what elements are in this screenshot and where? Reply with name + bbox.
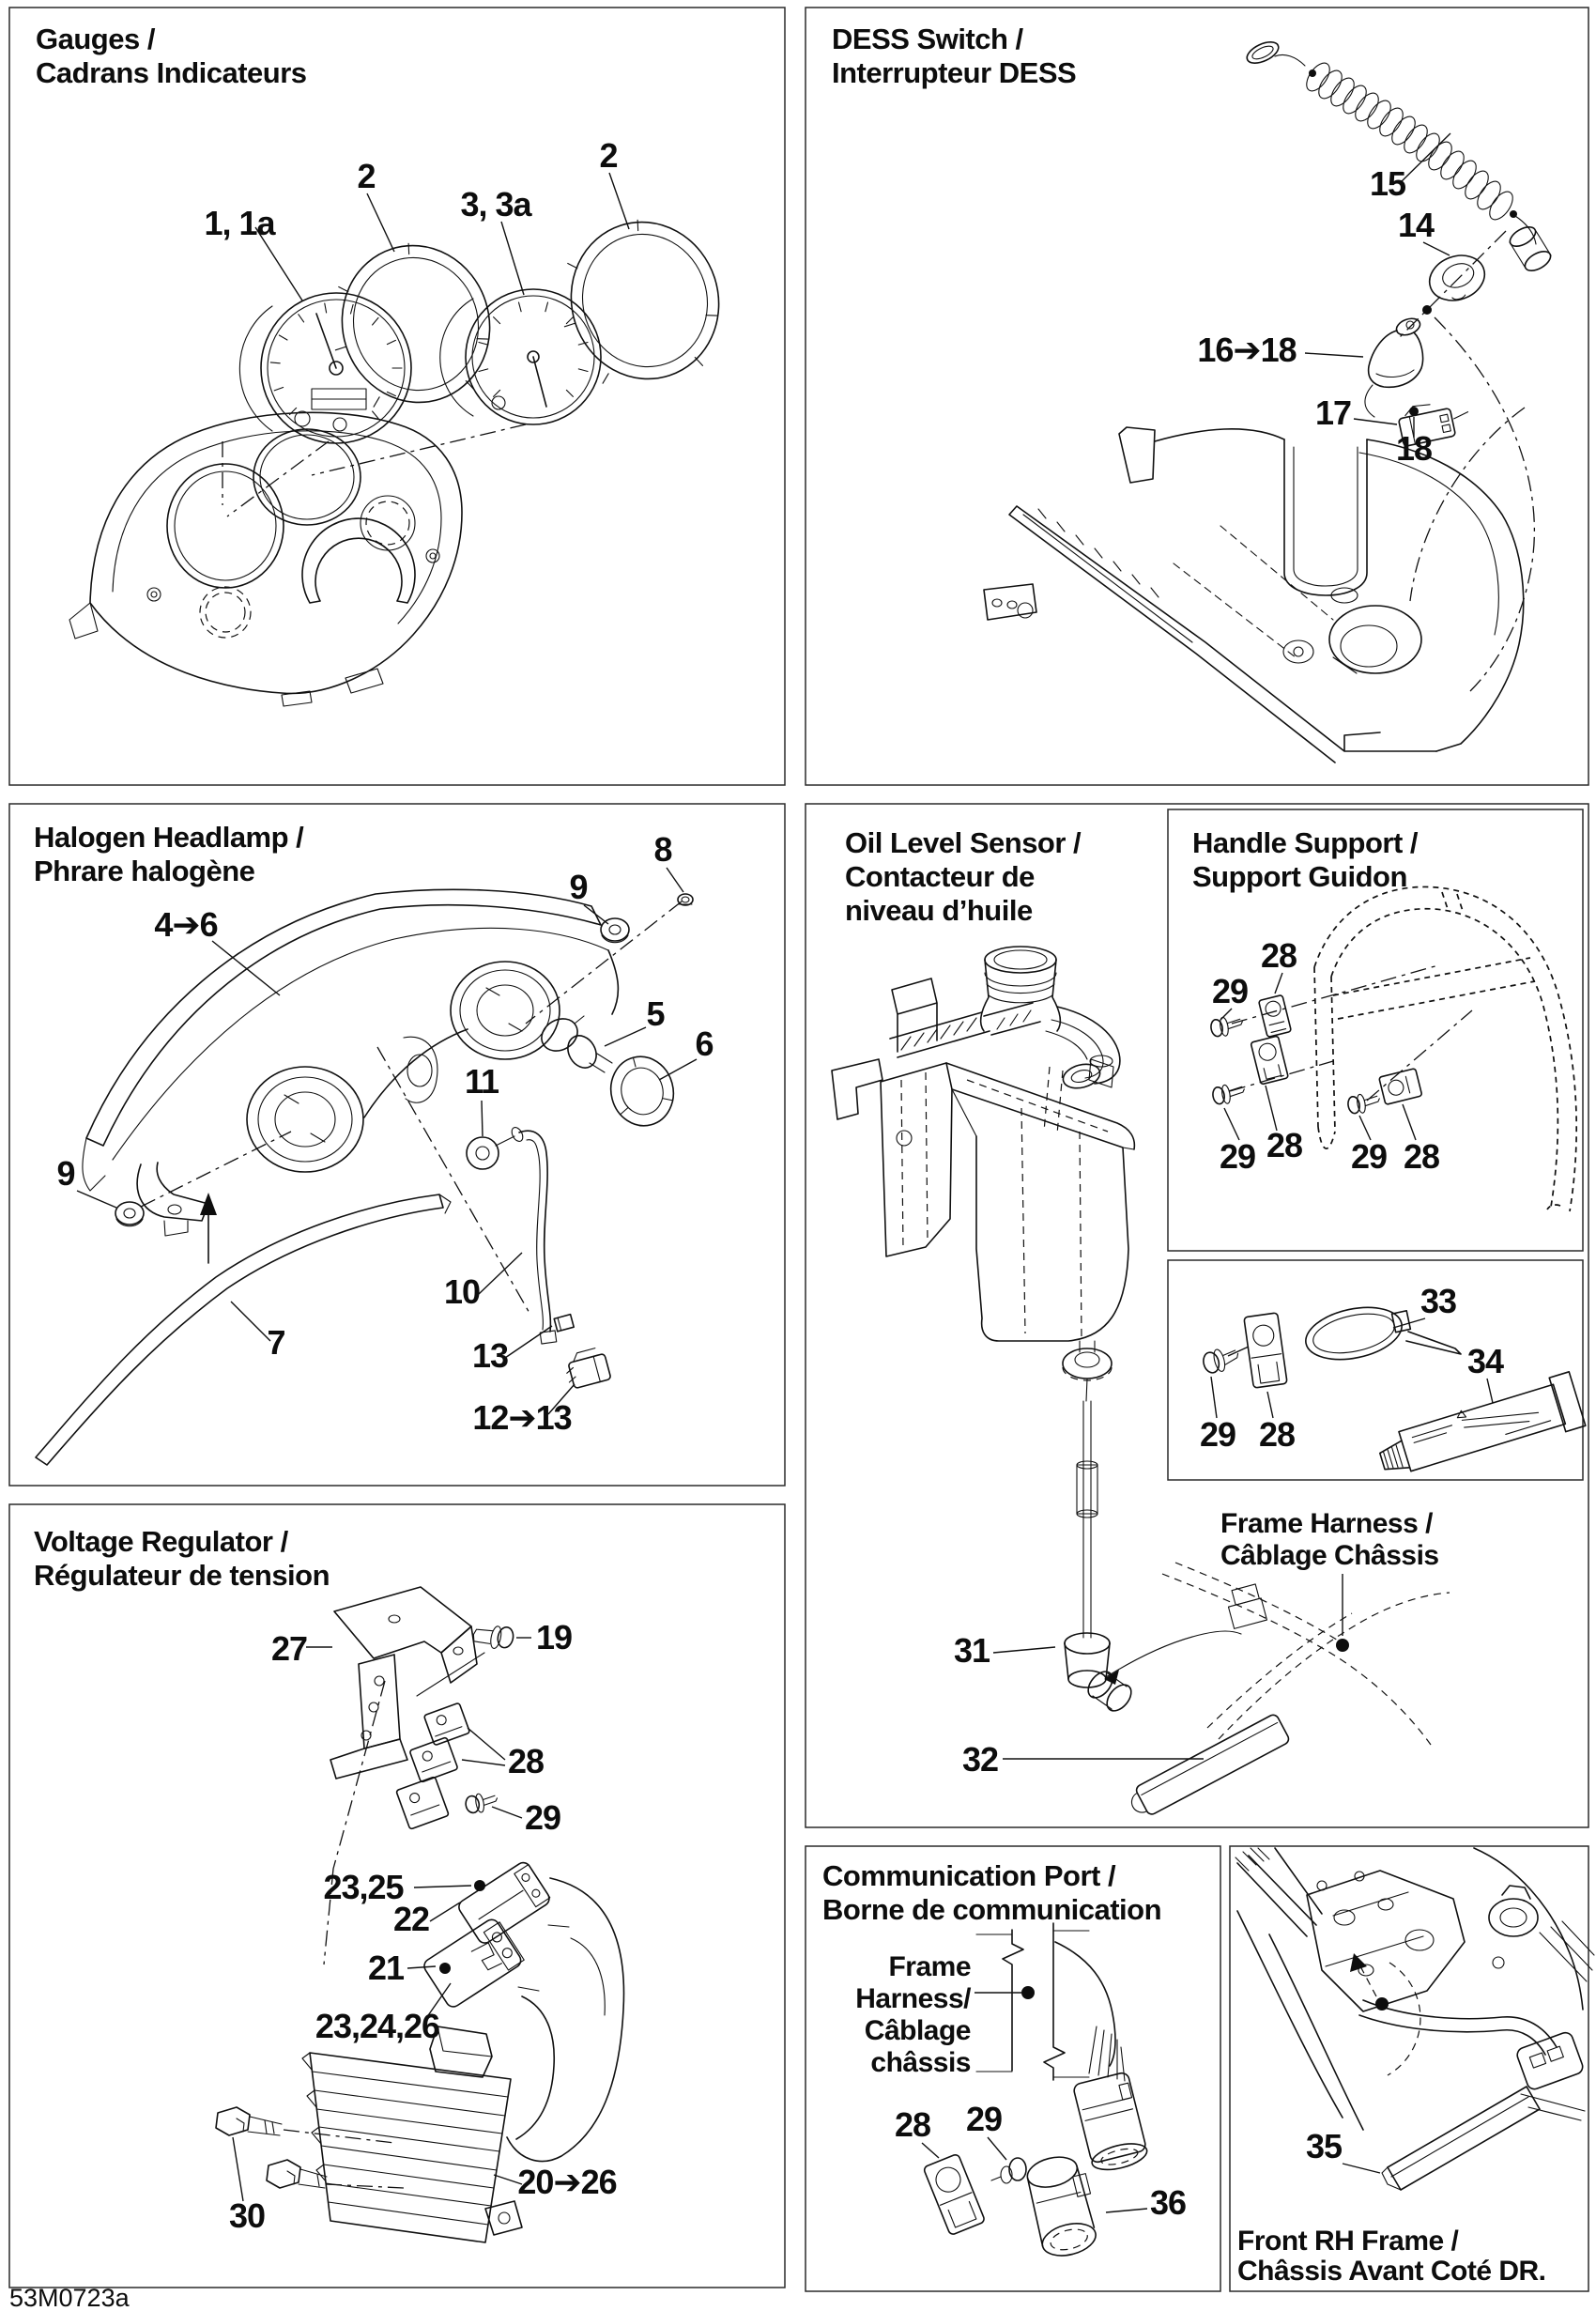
panel-frame-title-en: Front RH Frame / [1237,2226,1459,2257]
headlamp-assembly-drawing [83,889,682,1315]
callout-29c: 29 [1350,1137,1388,1176]
trim-strip-drawing [1382,2087,1540,2190]
panel-dess-title-en: DESS Switch / [832,23,1023,55]
panel-dess-switch [806,8,1588,785]
callout-32: 32 [961,1740,999,1779]
comm-clip-drawing [923,2153,985,2235]
sensor-cable-drawing [1104,1631,1241,1685]
callout-21: 21 [367,1949,405,1987]
panel-headlamp-title-en: Halogen Headlamp / [34,821,304,854]
callout-18: 18 [1395,429,1433,468]
callout-12-13: 12➔13 [472,1398,572,1437]
grommet-lower-drawing [115,1202,144,1226]
callout-29a: 29 [1211,972,1249,1010]
callout-6: 6 [695,1025,714,1063]
bolt-19-drawing [471,1621,514,1652]
callout-34: 34 [1466,1342,1504,1380]
callout-3-3a: 3, 3a [460,185,531,223]
panel-gauges-border [9,8,785,785]
windshield-trim-drawing [36,1194,451,1465]
callout-33: 33 [1420,1282,1457,1320]
handle-screw2-drawing [1211,1082,1246,1106]
panel-headlamp [9,804,785,1486]
regulator-clip3-drawing [396,1777,449,1829]
hose-clip-drawing [554,1315,574,1332]
oil-level-sensor-drawing [1065,1401,1136,1716]
hose-connector-drawing [562,1347,611,1390]
panel-dess-title-fr: Interrupteur DESS [832,56,1077,89]
panel-comm-title-en: Communication Port / [822,1859,1116,1892]
regulator-connector-lower-drawing [422,1916,539,2010]
comm-frame-harness-line4: châssis [870,2047,971,2078]
callout-29e: 29 [524,1798,561,1837]
callout-19: 19 [535,1618,573,1656]
callout-28a: 28 [1260,936,1297,975]
up-arrow-icon [200,1193,217,1263]
regulator-wire-loop-drawing [507,1878,623,2162]
callout-14: 14 [1397,206,1435,244]
oil-tank-drawing [832,947,1134,1341]
gauge-console-drawing [69,412,526,706]
retaining-ring-drawing [604,1050,682,1133]
callout-9a: 9 [569,868,588,906]
callout-35: 35 [1305,2127,1343,2165]
comm-frame-harness-line2: Harness/ [855,1983,971,2014]
panel-oil-title-fr2: niveau d’huile [845,894,1033,927]
panel-headlamp-border [9,804,785,1486]
callout-23-25: 23,25 [323,1868,404,1906]
handle-screw1-drawing [1209,1014,1244,1039]
oil-frame-harness-label-en: Frame Harness / [1220,1508,1433,1539]
callout-22: 22 [392,1900,430,1938]
callout-29b: 29 [1219,1137,1256,1176]
callout-8: 8 [653,830,672,869]
panel-regulator-title-fr: Régulateur de tension [34,1559,330,1592]
panel-handle-support [1168,809,1583,1251]
panel-gauges [9,8,785,785]
frame-harness-drawing [1162,1563,1450,1745]
callout-29f: 29 [965,2100,1003,2138]
panel-comm-title-fr: Borne de communication [822,1893,1162,1926]
callout-1-1a: 1, 1a [204,204,275,242]
dess-switch-drawing [1365,316,1423,417]
hardware-screw-drawing [1201,1345,1241,1376]
regulator-connector-upper-drawing [456,1860,569,1947]
oil-frame-harness-label-fr: Câblage Châssis [1220,1540,1439,1571]
frame-structure-drawing [1235,1848,1594,2130]
callout-5: 5 [646,994,665,1033]
callout-9b: 9 [56,1154,75,1193]
bolt-30a-drawing [216,2107,282,2135]
callout-36: 36 [1149,2183,1187,2222]
breather-hose-drawing [519,1131,557,1344]
panel-oil-sensor [806,804,1588,1827]
panel-handle-title-en: Handle Support / [1192,826,1418,859]
callout-29d: 29 [1199,1415,1236,1454]
sealant-tube-drawing [1373,1372,1586,1486]
callout-28b: 28 [1266,1126,1303,1164]
callout-28c: 28 [1403,1137,1440,1176]
handle-clip2-drawing [1251,1036,1288,1085]
dess-cap-drawing [1423,248,1491,308]
bolt-30b-drawing [267,2160,327,2188]
callout-4-6: 4➔6 [154,905,218,944]
callout-2a: 2 [357,157,376,195]
panel-voltage-regulator [9,1504,785,2288]
hood-console-drawing [984,408,1525,763]
panel-oil-title-en: Oil Level Sensor / [845,826,1082,859]
vent-grommet-drawing [467,1126,525,1169]
callout-20-26: 20➔26 [517,2163,617,2201]
panel-front-rh-frame [1230,1846,1594,2291]
callout-2b: 2 [599,136,618,175]
tachometer-drawing [440,289,601,424]
panel-regulator-title-en: Voltage Regulator / [34,1525,288,1558]
callout-11: 11 [464,1062,499,1101]
callout-31: 31 [953,1631,990,1670]
callout-28f: 28 [894,2105,931,2144]
callout-30: 30 [228,2196,266,2235]
tank-grommet-drawing [1063,1341,1112,1401]
regulator-heatsink-drawing [302,2026,522,2242]
handle-screw3-drawing [1346,1091,1381,1116]
comm-cap-drawing [1022,2150,1104,2260]
comm-cable-drawing [1055,1942,1149,2175]
callout-7: 7 [267,1323,285,1362]
callout-23-24-26: 23,24,26 [315,2007,440,2045]
foam-sleeve-drawing [1126,1713,1291,1821]
hardware-clip-drawing [1244,1313,1287,1388]
nut-drawing [678,894,693,905]
handle-clip1-drawing [1259,994,1292,1037]
document-code: 53M0723a [9,2284,130,2311]
panel-frame-title-fr: Châssis Avant Coté DR. [1237,2256,1546,2287]
regulator-screw29-drawing [465,1791,499,1815]
panel-headlamp-title-fr: Phrare halogène [34,855,255,887]
panel-handle-title-fr: Support Guidon [1192,860,1407,893]
comm-frame-harness-line3: Câblage [864,2015,971,2046]
callout-16-18: 16➔18 [1197,331,1297,369]
comm-frame-harness-line1: Frame [888,1951,971,1982]
bulb-drawing [536,1012,612,1072]
callout-10: 10 [443,1272,481,1311]
callout-28e: 28 [507,1742,545,1780]
comm-rivet-drawing [991,2158,1026,2183]
callout-15: 15 [1369,164,1406,203]
panel-mounting-hardware [1168,1260,1586,1486]
panel-communication-port [806,1846,1220,2291]
callout-27: 27 [270,1629,308,1668]
panel-gauges-title-en: Gauges / [36,23,155,55]
regulator-bracket-drawing [330,1587,477,1779]
callout-17: 17 [1314,393,1352,432]
panel-gauges-title-fr: Cadrans Indicateurs [36,56,307,89]
panel-dess-border [806,8,1588,785]
handle-clip3-drawing [1379,1069,1422,1105]
section-symbol-drawing [976,1923,1089,2080]
callout-13: 13 [471,1336,509,1375]
panel-oil-sensor-border [806,804,1588,1827]
panel-oil-title-fr1: Contacteur de [845,860,1035,893]
callout-28d: 28 [1258,1415,1296,1454]
bezel-ring2-drawing [540,203,739,403]
